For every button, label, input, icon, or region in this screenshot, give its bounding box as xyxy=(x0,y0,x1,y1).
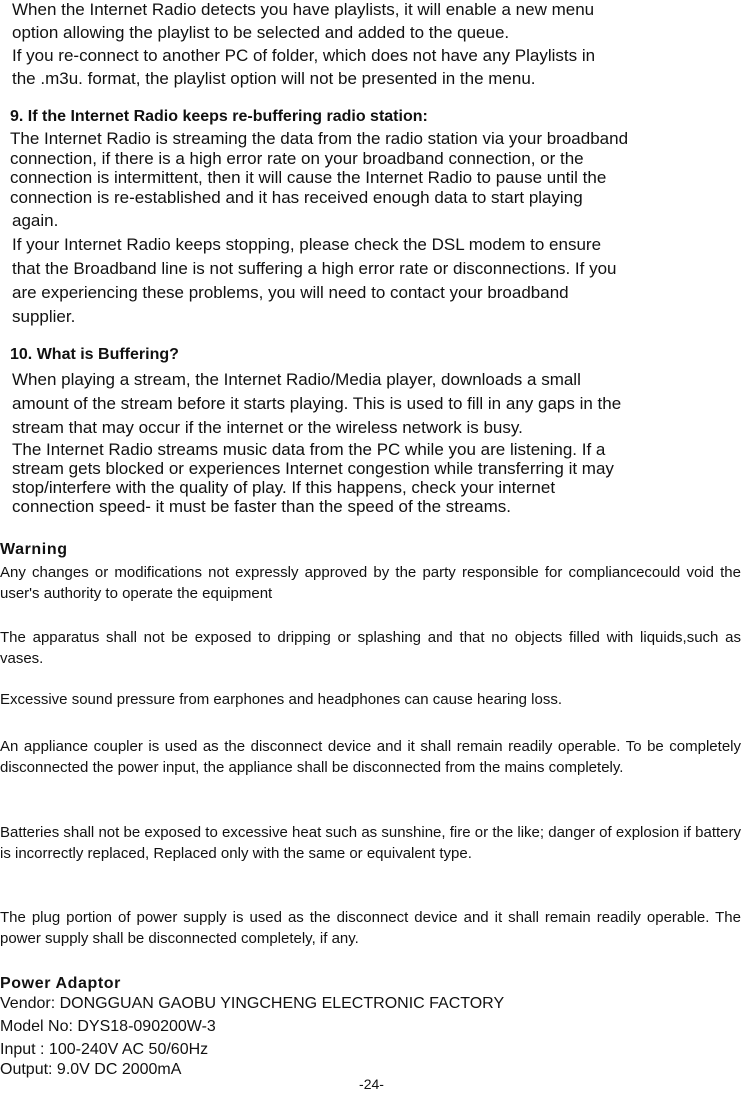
warning-text-3: Excessive sound pressure from earphones and headphones can cause hearing loss. xyxy=(0,691,563,708)
power-input: Input : 100-240V AC 50/60Hz xyxy=(0,1041,209,1058)
q9-title: 9. If the Internet Radio keeps re-buffering radio station: xyxy=(10,108,428,125)
q9-line-2: connection, if there is a high error rate on your broadband connection, or the xyxy=(10,149,584,168)
q9-line-3: connection is intermittent, then it will cause the Internet Radio to pause until the xyxy=(10,168,607,187)
warning-paragraph-3 xyxy=(0,689,741,710)
warning-paragraph-2 xyxy=(0,627,741,669)
q10-line-5: stream gets blocked or experiences Internet congestion while transferring it may xyxy=(12,459,614,478)
page-number: -24- xyxy=(359,1076,384,1092)
warning-paragraph-4 xyxy=(0,736,741,778)
q9-line-6: If your Internet Radio keeps stopping, please check the DSL modem to ensure xyxy=(12,235,602,254)
q9-line-4: connection is re-established and it has received enough data to start playing xyxy=(10,188,583,207)
warning-text-1: Any changes or modifications not expressly approved by the party responsible for compliancecould void the user's authority to operate the equipment xyxy=(0,564,741,602)
warning-heading: Warning xyxy=(0,541,68,558)
warning-paragraph-6 xyxy=(0,907,741,949)
q10-line-6: stop/interfere with the quality of play. If this happens, check your internet xyxy=(12,478,556,497)
q10-title: 10. What is Buffering? xyxy=(10,346,179,363)
q9-line-8: are experiencing these problems, you will need to contact your broadband xyxy=(12,283,569,302)
q10-line-2: amount of the stream before it starts playing. This is used to fill in any gaps in the xyxy=(12,394,622,413)
playlist-line-3: If you re-connect to another PC of folder, which does not have any Playlists in xyxy=(12,46,596,65)
q10-line-3: stream that may occur if the internet or the wireless network is busy. xyxy=(12,418,523,437)
playlist-line-2: option allowing the playlist to be selected and added to the queue. xyxy=(12,23,510,42)
power-adaptor-heading: Power Adaptor xyxy=(0,975,121,992)
power-output: Output: 9.0V DC 2000mA xyxy=(0,1061,182,1078)
warning-text-5: Batteries shall not be exposed to excessive heat such as sunshine, fire or the like; danger of explosion if battery is incorrectly replaced, Replaced only with the same or equivalent type. xyxy=(0,824,741,862)
warning-text-6: The plug portion of power supply is used as the disconnect device and it shall remain readily operable. The power supply shall be disconnected completely, if any. xyxy=(0,909,741,947)
q10-line-7: connection speed- it must be faster than the speed of the streams. xyxy=(12,497,511,516)
power-vendor: Vendor: DONGGUAN GAOBU YINGCHENG ELECTRONIC FACTORY xyxy=(0,995,505,1012)
warning-text-4: An appliance coupler is used as the disconnect device and it shall remain readily operable. To be completely disconnected the power input, the appliance shall be disconnected from the mains completely. xyxy=(0,738,741,776)
warning-text-2: The apparatus shall not be exposed to dripping or splashing and that no objects filled with liquids,such as vases. xyxy=(0,629,741,667)
q9-line-5: again. xyxy=(12,211,59,230)
q9-line-1: The Internet Radio is streaming the data from the radio station via your broadband xyxy=(10,129,629,148)
q9-line-7: that the Broadband line is not suffering a high error rate or disconnections. If you xyxy=(12,259,617,278)
q10-line-1: When playing a stream, the Internet Radio/Media player, downloads a small xyxy=(12,370,581,389)
power-model: Model No: DYS18-090200W-3 xyxy=(0,1018,216,1035)
q9-line-9: supplier. xyxy=(12,307,76,326)
playlist-line-4: the .m3u. format, the playlist option will not be presented in the menu. xyxy=(12,69,536,88)
warning-paragraph-1 xyxy=(0,562,741,604)
q10-line-4: The Internet Radio streams music data from the PC while you are listening. If a xyxy=(12,440,606,459)
playlist-line-1: When the Internet Radio detects you have playlists, it will enable a new menu xyxy=(12,0,595,19)
warning-paragraph-5 xyxy=(0,822,741,864)
